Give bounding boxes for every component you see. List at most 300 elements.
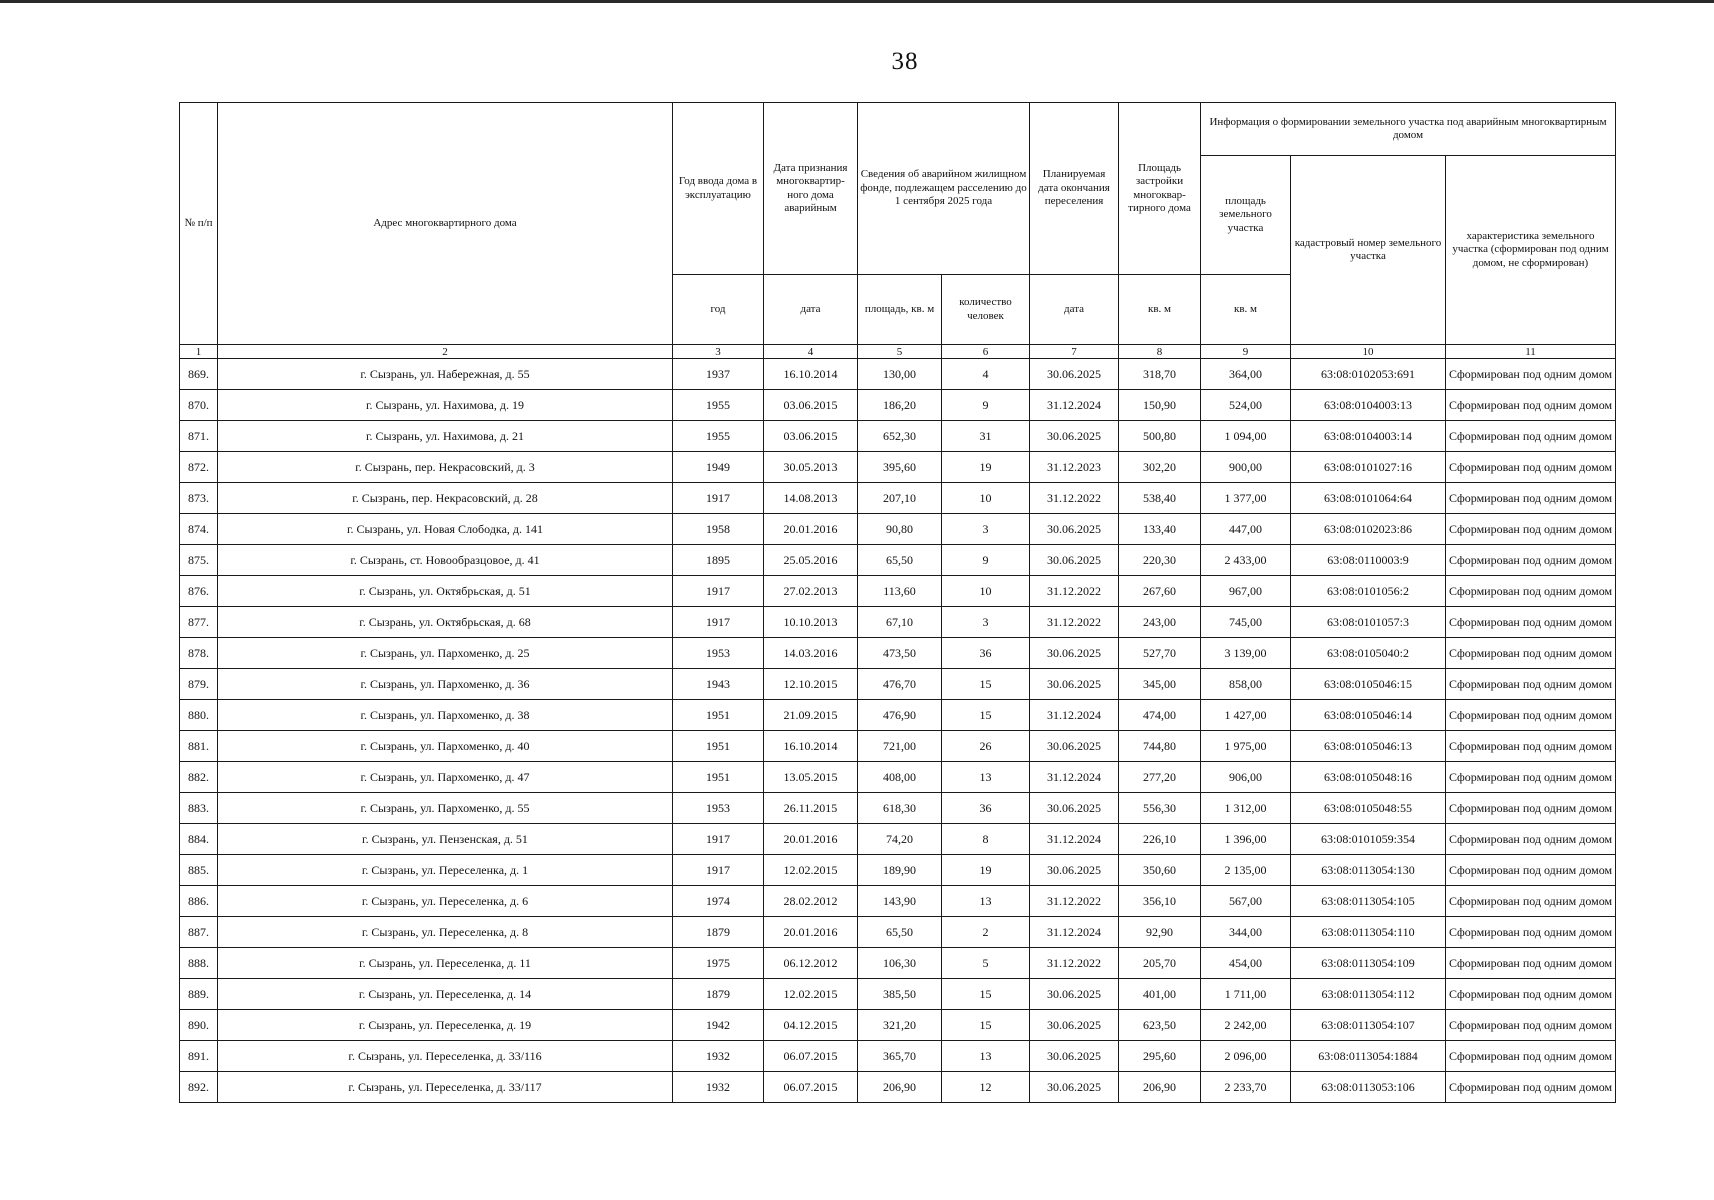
cell-planned-date: 31.12.2024 xyxy=(1030,390,1119,421)
cell-recognition-date: 30.05.2013 xyxy=(764,452,858,483)
cell-row-number: 873. xyxy=(180,483,218,514)
cell-row-number: 869. xyxy=(180,359,218,390)
cell-year: 1975 xyxy=(673,948,764,979)
cell-cadastral-number: 63:08:0113054:110 xyxy=(1291,917,1446,948)
cell-land-characteristic: Сформирован под одним домом xyxy=(1446,979,1616,1010)
cell-building-area: 744,80 xyxy=(1119,731,1201,762)
cell-land-area: 900,00 xyxy=(1201,452,1291,483)
cell-land-characteristic: Сформирован под одним домом xyxy=(1446,855,1616,886)
cell-area: 207,10 xyxy=(858,483,942,514)
cell-planned-date: 30.06.2025 xyxy=(1030,514,1119,545)
cell-land-area: 1 377,00 xyxy=(1201,483,1291,514)
column-number: 5 xyxy=(858,345,942,359)
cell-people-count: 15 xyxy=(942,979,1030,1010)
cell-row-number: 879. xyxy=(180,669,218,700)
cell-planned-date: 31.12.2023 xyxy=(1030,452,1119,483)
cell-cadastral-number: 63:08:0101057:3 xyxy=(1291,607,1446,638)
unit-building-sqm: кв. м xyxy=(1119,275,1201,345)
cell-land-area: 745,00 xyxy=(1201,607,1291,638)
cell-cadastral-number: 63:08:0113053:106 xyxy=(1291,1072,1446,1103)
cell-year: 1932 xyxy=(673,1041,764,1072)
table-row xyxy=(180,948,1616,979)
table-row xyxy=(180,886,1616,917)
table-row xyxy=(180,855,1616,886)
column-number: 11 xyxy=(1446,345,1616,359)
cell-planned-date: 30.06.2025 xyxy=(1030,793,1119,824)
cell-row-number: 880. xyxy=(180,700,218,731)
cell-land-area: 2 433,00 xyxy=(1201,545,1291,576)
cell-cadastral-number: 63:08:0113054:1884 xyxy=(1291,1041,1446,1072)
cell-cadastral-number: 63:08:0104003:13 xyxy=(1291,390,1446,421)
cell-recognition-date: 20.01.2016 xyxy=(764,824,858,855)
cell-land-area: 906,00 xyxy=(1201,762,1291,793)
cell-year: 1942 xyxy=(673,1010,764,1041)
unit-land-sqm: кв. м xyxy=(1201,275,1291,345)
cell-recognition-date: 06.07.2015 xyxy=(764,1041,858,1072)
cell-land-characteristic: Сформирован под одним домом xyxy=(1446,886,1616,917)
cell-recognition-date: 04.12.2015 xyxy=(764,1010,858,1041)
unit-planned-date: дата xyxy=(1030,275,1119,345)
table-row xyxy=(180,979,1616,1010)
cell-row-number: 888. xyxy=(180,948,218,979)
cell-people-count: 4 xyxy=(942,359,1030,390)
cell-people-count: 26 xyxy=(942,731,1030,762)
cell-row-number: 875. xyxy=(180,545,218,576)
cell-area: 385,50 xyxy=(858,979,942,1010)
cell-area: 476,70 xyxy=(858,669,942,700)
cell-year: 1955 xyxy=(673,390,764,421)
cell-planned-date: 31.12.2022 xyxy=(1030,607,1119,638)
cell-year: 1917 xyxy=(673,483,764,514)
header-row-number: № п/п xyxy=(180,103,218,345)
cell-building-area: 356,10 xyxy=(1119,886,1201,917)
cell-recognition-date: 27.02.2013 xyxy=(764,576,858,607)
cell-cadastral-number: 63:08:0105046:15 xyxy=(1291,669,1446,700)
cell-land-area: 2 233,70 xyxy=(1201,1072,1291,1103)
cell-row-number: 877. xyxy=(180,607,218,638)
cell-address: г. Сызрань, ул. Пархоменко, д. 25 xyxy=(218,638,673,669)
cell-land-area: 447,00 xyxy=(1201,514,1291,545)
cell-area: 186,20 xyxy=(858,390,942,421)
cell-address: г. Сызрань, ул. Переселенка, д. 33/117 xyxy=(218,1072,673,1103)
cell-planned-date: 30.06.2025 xyxy=(1030,638,1119,669)
cell-people-count: 9 xyxy=(942,390,1030,421)
cell-cadastral-number: 63:08:0110003:9 xyxy=(1291,545,1446,576)
cell-land-area: 1 711,00 xyxy=(1201,979,1291,1010)
page-number: 38 xyxy=(891,48,919,75)
cell-people-count: 31 xyxy=(942,421,1030,452)
cell-cadastral-number: 63:08:0101027:16 xyxy=(1291,452,1446,483)
cell-land-area: 2 242,00 xyxy=(1201,1010,1291,1041)
cell-cadastral-number: 63:08:0105046:13 xyxy=(1291,731,1446,762)
cell-people-count: 36 xyxy=(942,638,1030,669)
header-building-area: Площадь застройки многоквар-тирного дома xyxy=(1119,103,1201,275)
cell-recognition-date: 03.06.2015 xyxy=(764,390,858,421)
column-number: 10 xyxy=(1291,345,1446,359)
cell-people-count: 19 xyxy=(942,855,1030,886)
cell-land-characteristic: Сформирован под одним домом xyxy=(1446,390,1616,421)
cell-people-count: 19 xyxy=(942,452,1030,483)
cell-address: г. Сызрань, ул. Набережная, д. 55 xyxy=(218,359,673,390)
cell-land-characteristic: Сформирован под одним домом xyxy=(1446,1041,1616,1072)
cell-area: 106,30 xyxy=(858,948,942,979)
cell-planned-date: 31.12.2024 xyxy=(1030,824,1119,855)
cell-recognition-date: 16.10.2014 xyxy=(764,359,858,390)
cell-recognition-date: 14.08.2013 xyxy=(764,483,858,514)
cell-land-characteristic: Сформирован под одним домом xyxy=(1446,824,1616,855)
cell-row-number: 887. xyxy=(180,917,218,948)
cell-address: г. Сызрань, ул. Пархоменко, д. 55 xyxy=(218,793,673,824)
table-row xyxy=(180,762,1616,793)
cell-land-area: 2 135,00 xyxy=(1201,855,1291,886)
cell-people-count: 13 xyxy=(942,886,1030,917)
cell-planned-date: 30.06.2025 xyxy=(1030,1041,1119,1072)
cell-row-number: 872. xyxy=(180,452,218,483)
top-border-line xyxy=(0,0,1714,3)
cell-year: 1949 xyxy=(673,452,764,483)
cell-cadastral-number: 63:08:0101059:354 xyxy=(1291,824,1446,855)
header-cadastral-number: кадастровый номер земельного участка xyxy=(1291,156,1446,345)
cell-cadastral-number: 63:08:0113054:105 xyxy=(1291,886,1446,917)
cell-row-number: 874. xyxy=(180,514,218,545)
cell-row-number: 891. xyxy=(180,1041,218,1072)
cell-land-characteristic: Сформирован под одним домом xyxy=(1446,731,1616,762)
cell-year: 1937 xyxy=(673,359,764,390)
cell-cadastral-number: 63:08:0105048:16 xyxy=(1291,762,1446,793)
cell-land-area: 1 427,00 xyxy=(1201,700,1291,731)
cell-row-number: 878. xyxy=(180,638,218,669)
unit-year: год xyxy=(673,275,764,345)
table-row xyxy=(180,1072,1616,1103)
cell-year: 1879 xyxy=(673,979,764,1010)
cell-cadastral-number: 63:08:0113054:109 xyxy=(1291,948,1446,979)
cell-building-area: 243,00 xyxy=(1119,607,1201,638)
cell-cadastral-number: 63:08:0113054:107 xyxy=(1291,1010,1446,1041)
cell-people-count: 13 xyxy=(942,762,1030,793)
cell-year: 1974 xyxy=(673,886,764,917)
cell-area: 395,60 xyxy=(858,452,942,483)
cell-cadastral-number: 63:08:0113054:112 xyxy=(1291,979,1446,1010)
cell-row-number: 886. xyxy=(180,886,218,917)
column-number: 3 xyxy=(673,345,764,359)
cell-address: г. Сызрань, ул. Новая Слободка, д. 141 xyxy=(218,514,673,545)
cell-cadastral-number: 63:08:0105046:14 xyxy=(1291,700,1446,731)
emergency-housing-table xyxy=(179,102,1616,1103)
cell-people-count: 36 xyxy=(942,793,1030,824)
cell-recognition-date: 21.09.2015 xyxy=(764,700,858,731)
cell-building-area: 500,80 xyxy=(1119,421,1201,452)
cell-building-area: 401,00 xyxy=(1119,979,1201,1010)
cell-address: г. Сызрань, ул. Переселенка, д. 19 xyxy=(218,1010,673,1041)
cell-people-count: 10 xyxy=(942,576,1030,607)
unit-people: количество человек xyxy=(942,275,1030,345)
table-row xyxy=(180,576,1616,607)
cell-land-area: 967,00 xyxy=(1201,576,1291,607)
cell-address: г. Сызрань, ул. Переселенка, д. 1 xyxy=(218,855,673,886)
cell-year: 1955 xyxy=(673,421,764,452)
cell-building-area: 226,10 xyxy=(1119,824,1201,855)
cell-planned-date: 31.12.2022 xyxy=(1030,483,1119,514)
header-land-characteristic: характеристика земельного участка (сформирован под одним домом, не сформирован) xyxy=(1446,156,1616,345)
cell-cadastral-number: 63:08:0113054:130 xyxy=(1291,855,1446,886)
cell-recognition-date: 10.10.2013 xyxy=(764,607,858,638)
cell-land-area: 3 139,00 xyxy=(1201,638,1291,669)
cell-address: г. Сызрань, ул. Пархоменко, д. 40 xyxy=(218,731,673,762)
cell-recognition-date: 20.01.2016 xyxy=(764,514,858,545)
cell-building-area: 556,30 xyxy=(1119,793,1201,824)
header-address: Адрес многоквартирного дома xyxy=(218,103,673,345)
cell-address: г. Сызрань, ул. Октябрьская, д. 51 xyxy=(218,576,673,607)
cell-recognition-date: 12.02.2015 xyxy=(764,979,858,1010)
cell-land-characteristic: Сформирован под одним домом xyxy=(1446,483,1616,514)
cell-land-area: 858,00 xyxy=(1201,669,1291,700)
cell-planned-date: 30.06.2025 xyxy=(1030,731,1119,762)
cell-area: 365,70 xyxy=(858,1041,942,1072)
cell-land-area: 344,00 xyxy=(1201,917,1291,948)
header-year-commissioned: Год ввода дома в эксплуатацию xyxy=(673,103,764,275)
cell-address: г. Сызрань, ул. Нахимова, д. 21 xyxy=(218,421,673,452)
cell-area: 321,20 xyxy=(858,1010,942,1041)
cell-land-characteristic: Сформирован под одним домом xyxy=(1446,762,1616,793)
cell-area: 67,10 xyxy=(858,607,942,638)
cell-area: 408,00 xyxy=(858,762,942,793)
unit-date: дата xyxy=(764,275,858,345)
cell-area: 189,90 xyxy=(858,855,942,886)
cell-area: 65,50 xyxy=(858,917,942,948)
cell-land-characteristic: Сформирован под одним домом xyxy=(1446,948,1616,979)
cell-land-characteristic: Сформирован под одним домом xyxy=(1446,1010,1616,1041)
cell-row-number: 884. xyxy=(180,824,218,855)
cell-land-area: 1 094,00 xyxy=(1201,421,1291,452)
table-row xyxy=(180,793,1616,824)
cell-area: 206,90 xyxy=(858,1072,942,1103)
table-row xyxy=(180,638,1616,669)
table-row xyxy=(180,359,1616,390)
cell-row-number: 883. xyxy=(180,793,218,824)
cell-address: г. Сызрань, ул. Переселенка, д. 11 xyxy=(218,948,673,979)
cell-building-area: 527,70 xyxy=(1119,638,1201,669)
cell-land-area: 454,00 xyxy=(1201,948,1291,979)
cell-land-characteristic: Сформирован под одним домом xyxy=(1446,452,1616,483)
cell-row-number: 882. xyxy=(180,762,218,793)
cell-year: 1953 xyxy=(673,638,764,669)
cell-row-number: 889. xyxy=(180,979,218,1010)
cell-cadastral-number: 63:08:0101064:64 xyxy=(1291,483,1446,514)
cell-area: 618,30 xyxy=(858,793,942,824)
cell-land-characteristic: Сформирован под одним домом xyxy=(1446,793,1616,824)
cell-address: г. Сызрань, пер. Некрасовский, д. 28 xyxy=(218,483,673,514)
table-row xyxy=(180,824,1616,855)
cell-building-area: 350,60 xyxy=(1119,855,1201,886)
column-number: 7 xyxy=(1030,345,1119,359)
cell-land-characteristic: Сформирован под одним домом xyxy=(1446,700,1616,731)
cell-planned-date: 31.12.2024 xyxy=(1030,917,1119,948)
table-row xyxy=(180,545,1616,576)
table-row xyxy=(180,390,1616,421)
cell-building-area: 206,90 xyxy=(1119,1072,1201,1103)
cell-land-area: 1 312,00 xyxy=(1201,793,1291,824)
cell-area: 130,00 xyxy=(858,359,942,390)
table-row xyxy=(180,700,1616,731)
cell-planned-date: 30.06.2025 xyxy=(1030,1010,1119,1041)
cell-year: 1951 xyxy=(673,762,764,793)
cell-land-area: 1 396,00 xyxy=(1201,824,1291,855)
cell-planned-date: 31.12.2022 xyxy=(1030,948,1119,979)
cell-land-characteristic: Сформирован под одним домом xyxy=(1446,421,1616,452)
cell-address: г. Сызрань, пер. Некрасовский, д. 3 xyxy=(218,452,673,483)
column-number: 4 xyxy=(764,345,858,359)
cell-year: 1917 xyxy=(673,607,764,638)
cell-land-characteristic: Сформирован под одним домом xyxy=(1446,1072,1616,1103)
cell-address: г. Сызрань, ул. Октябрьская, д. 68 xyxy=(218,607,673,638)
cell-address: г. Сызрань, ул. Переселенка, д. 33/116 xyxy=(218,1041,673,1072)
cell-row-number: 871. xyxy=(180,421,218,452)
cell-row-number: 881. xyxy=(180,731,218,762)
cell-building-area: 538,40 xyxy=(1119,483,1201,514)
cell-row-number: 890. xyxy=(180,1010,218,1041)
cell-building-area: 295,60 xyxy=(1119,1041,1201,1072)
cell-planned-date: 30.06.2025 xyxy=(1030,855,1119,886)
cell-year: 1917 xyxy=(673,824,764,855)
cell-planned-date: 31.12.2022 xyxy=(1030,576,1119,607)
header-emergency-fund-info: Сведения об аварийном жилищном фонде, подлежащем расселению до 1 сентября 2025 года xyxy=(858,103,1030,275)
cell-area: 476,90 xyxy=(858,700,942,731)
cell-recognition-date: 03.06.2015 xyxy=(764,421,858,452)
cell-people-count: 15 xyxy=(942,700,1030,731)
cell-building-area: 302,20 xyxy=(1119,452,1201,483)
cell-address: г. Сызрань, ул. Переселенка, д. 6 xyxy=(218,886,673,917)
cell-address: г. Сызрань, ул. Пархоменко, д. 47 xyxy=(218,762,673,793)
cell-building-area: 267,60 xyxy=(1119,576,1201,607)
cell-area: 652,30 xyxy=(858,421,942,452)
cell-recognition-date: 20.01.2016 xyxy=(764,917,858,948)
cell-land-characteristic: Сформирован под одним домом xyxy=(1446,669,1616,700)
cell-building-area: 474,00 xyxy=(1119,700,1201,731)
cell-land-characteristic: Сформирован под одним домом xyxy=(1446,607,1616,638)
table-row xyxy=(180,917,1616,948)
column-number: 9 xyxy=(1201,345,1291,359)
cell-row-number: 870. xyxy=(180,390,218,421)
column-number: 6 xyxy=(942,345,1030,359)
cell-recognition-date: 12.02.2015 xyxy=(764,855,858,886)
cell-building-area: 133,40 xyxy=(1119,514,1201,545)
table-row xyxy=(180,607,1616,638)
table-row xyxy=(180,1010,1616,1041)
cell-building-area: 277,20 xyxy=(1119,762,1201,793)
cell-people-count: 15 xyxy=(942,669,1030,700)
cell-recognition-date: 28.02.2012 xyxy=(764,886,858,917)
cell-people-count: 3 xyxy=(942,514,1030,545)
cell-people-count: 10 xyxy=(942,483,1030,514)
cell-row-number: 892. xyxy=(180,1072,218,1103)
cell-address: г. Сызрань, ул. Пархоменко, д. 38 xyxy=(218,700,673,731)
header-recognition-date: Дата признания многоквартир-ного дома аварийным xyxy=(764,103,858,275)
cell-land-characteristic: Сформирован под одним домом xyxy=(1446,359,1616,390)
cell-recognition-date: 16.10.2014 xyxy=(764,731,858,762)
cell-row-number: 885. xyxy=(180,855,218,886)
cell-building-area: 345,00 xyxy=(1119,669,1201,700)
table-row xyxy=(180,452,1616,483)
column-number: 1 xyxy=(180,345,218,359)
table-row xyxy=(180,731,1616,762)
header-planned-resettlement-date: Планируемая дата окончания переселения xyxy=(1030,103,1119,275)
cell-planned-date: 31.12.2022 xyxy=(1030,886,1119,917)
cell-year: 1951 xyxy=(673,700,764,731)
cell-people-count: 5 xyxy=(942,948,1030,979)
cell-land-area: 364,00 xyxy=(1201,359,1291,390)
cell-area: 473,50 xyxy=(858,638,942,669)
cell-planned-date: 30.06.2025 xyxy=(1030,669,1119,700)
cell-people-count: 15 xyxy=(942,1010,1030,1041)
cell-recognition-date: 06.07.2015 xyxy=(764,1072,858,1103)
table-header xyxy=(180,103,1616,359)
cell-building-area: 318,70 xyxy=(1119,359,1201,390)
column-number: 8 xyxy=(1119,345,1201,359)
cell-year: 1895 xyxy=(673,545,764,576)
cell-people-count: 3 xyxy=(942,607,1030,638)
table-row xyxy=(180,483,1616,514)
column-number-row xyxy=(180,345,1616,359)
cell-land-characteristic: Сформирован под одним домом xyxy=(1446,545,1616,576)
cell-recognition-date: 14.03.2016 xyxy=(764,638,858,669)
cell-people-count: 13 xyxy=(942,1041,1030,1072)
cell-cadastral-number: 63:08:0102023:86 xyxy=(1291,514,1446,545)
cell-address: г. Сызрань, ул. Пархоменко, д. 36 xyxy=(218,669,673,700)
cell-year: 1958 xyxy=(673,514,764,545)
cell-area: 113,60 xyxy=(858,576,942,607)
unit-area: площадь, кв. м xyxy=(858,275,942,345)
cell-year: 1943 xyxy=(673,669,764,700)
cell-land-area: 567,00 xyxy=(1201,886,1291,917)
table-body xyxy=(180,359,1616,1103)
table-row xyxy=(180,421,1616,452)
column-number: 2 xyxy=(218,345,673,359)
cell-planned-date: 30.06.2025 xyxy=(1030,545,1119,576)
cell-planned-date: 30.06.2025 xyxy=(1030,359,1119,390)
cell-area: 74,20 xyxy=(858,824,942,855)
cell-land-area: 524,00 xyxy=(1201,390,1291,421)
cell-cadastral-number: 63:08:0102053:691 xyxy=(1291,359,1446,390)
cell-planned-date: 31.12.2024 xyxy=(1030,700,1119,731)
cell-address: г. Сызрань, ул. Переселенка, д. 14 xyxy=(218,979,673,1010)
cell-recognition-date: 26.11.2015 xyxy=(764,793,858,824)
cell-planned-date: 30.06.2025 xyxy=(1030,421,1119,452)
cell-area: 143,90 xyxy=(858,886,942,917)
cell-planned-date: 30.06.2025 xyxy=(1030,1072,1119,1103)
cell-year: 1917 xyxy=(673,576,764,607)
cell-people-count: 9 xyxy=(942,545,1030,576)
cell-recognition-date: 13.05.2015 xyxy=(764,762,858,793)
cell-area: 90,80 xyxy=(858,514,942,545)
table-row xyxy=(180,514,1616,545)
cell-building-area: 220,30 xyxy=(1119,545,1201,576)
cell-year: 1953 xyxy=(673,793,764,824)
cell-land-characteristic: Сформирован под одним домом xyxy=(1446,514,1616,545)
cell-land-characteristic: Сформирован под одним домом xyxy=(1446,638,1616,669)
header-land-area: площадь земельного участка xyxy=(1201,156,1291,275)
cell-recognition-date: 12.10.2015 xyxy=(764,669,858,700)
cell-recognition-date: 06.12.2012 xyxy=(764,948,858,979)
cell-cadastral-number: 63:08:0104003:14 xyxy=(1291,421,1446,452)
cell-building-area: 205,70 xyxy=(1119,948,1201,979)
cell-recognition-date: 25.05.2016 xyxy=(764,545,858,576)
cell-area: 65,50 xyxy=(858,545,942,576)
cell-people-count: 8 xyxy=(942,824,1030,855)
header-land-plot-info: Информация о формировании земельного участка под аварийным многоквартирным домом xyxy=(1201,103,1616,156)
cell-land-area: 2 096,00 xyxy=(1201,1041,1291,1072)
table-row xyxy=(180,1041,1616,1072)
cell-planned-date: 31.12.2024 xyxy=(1030,762,1119,793)
